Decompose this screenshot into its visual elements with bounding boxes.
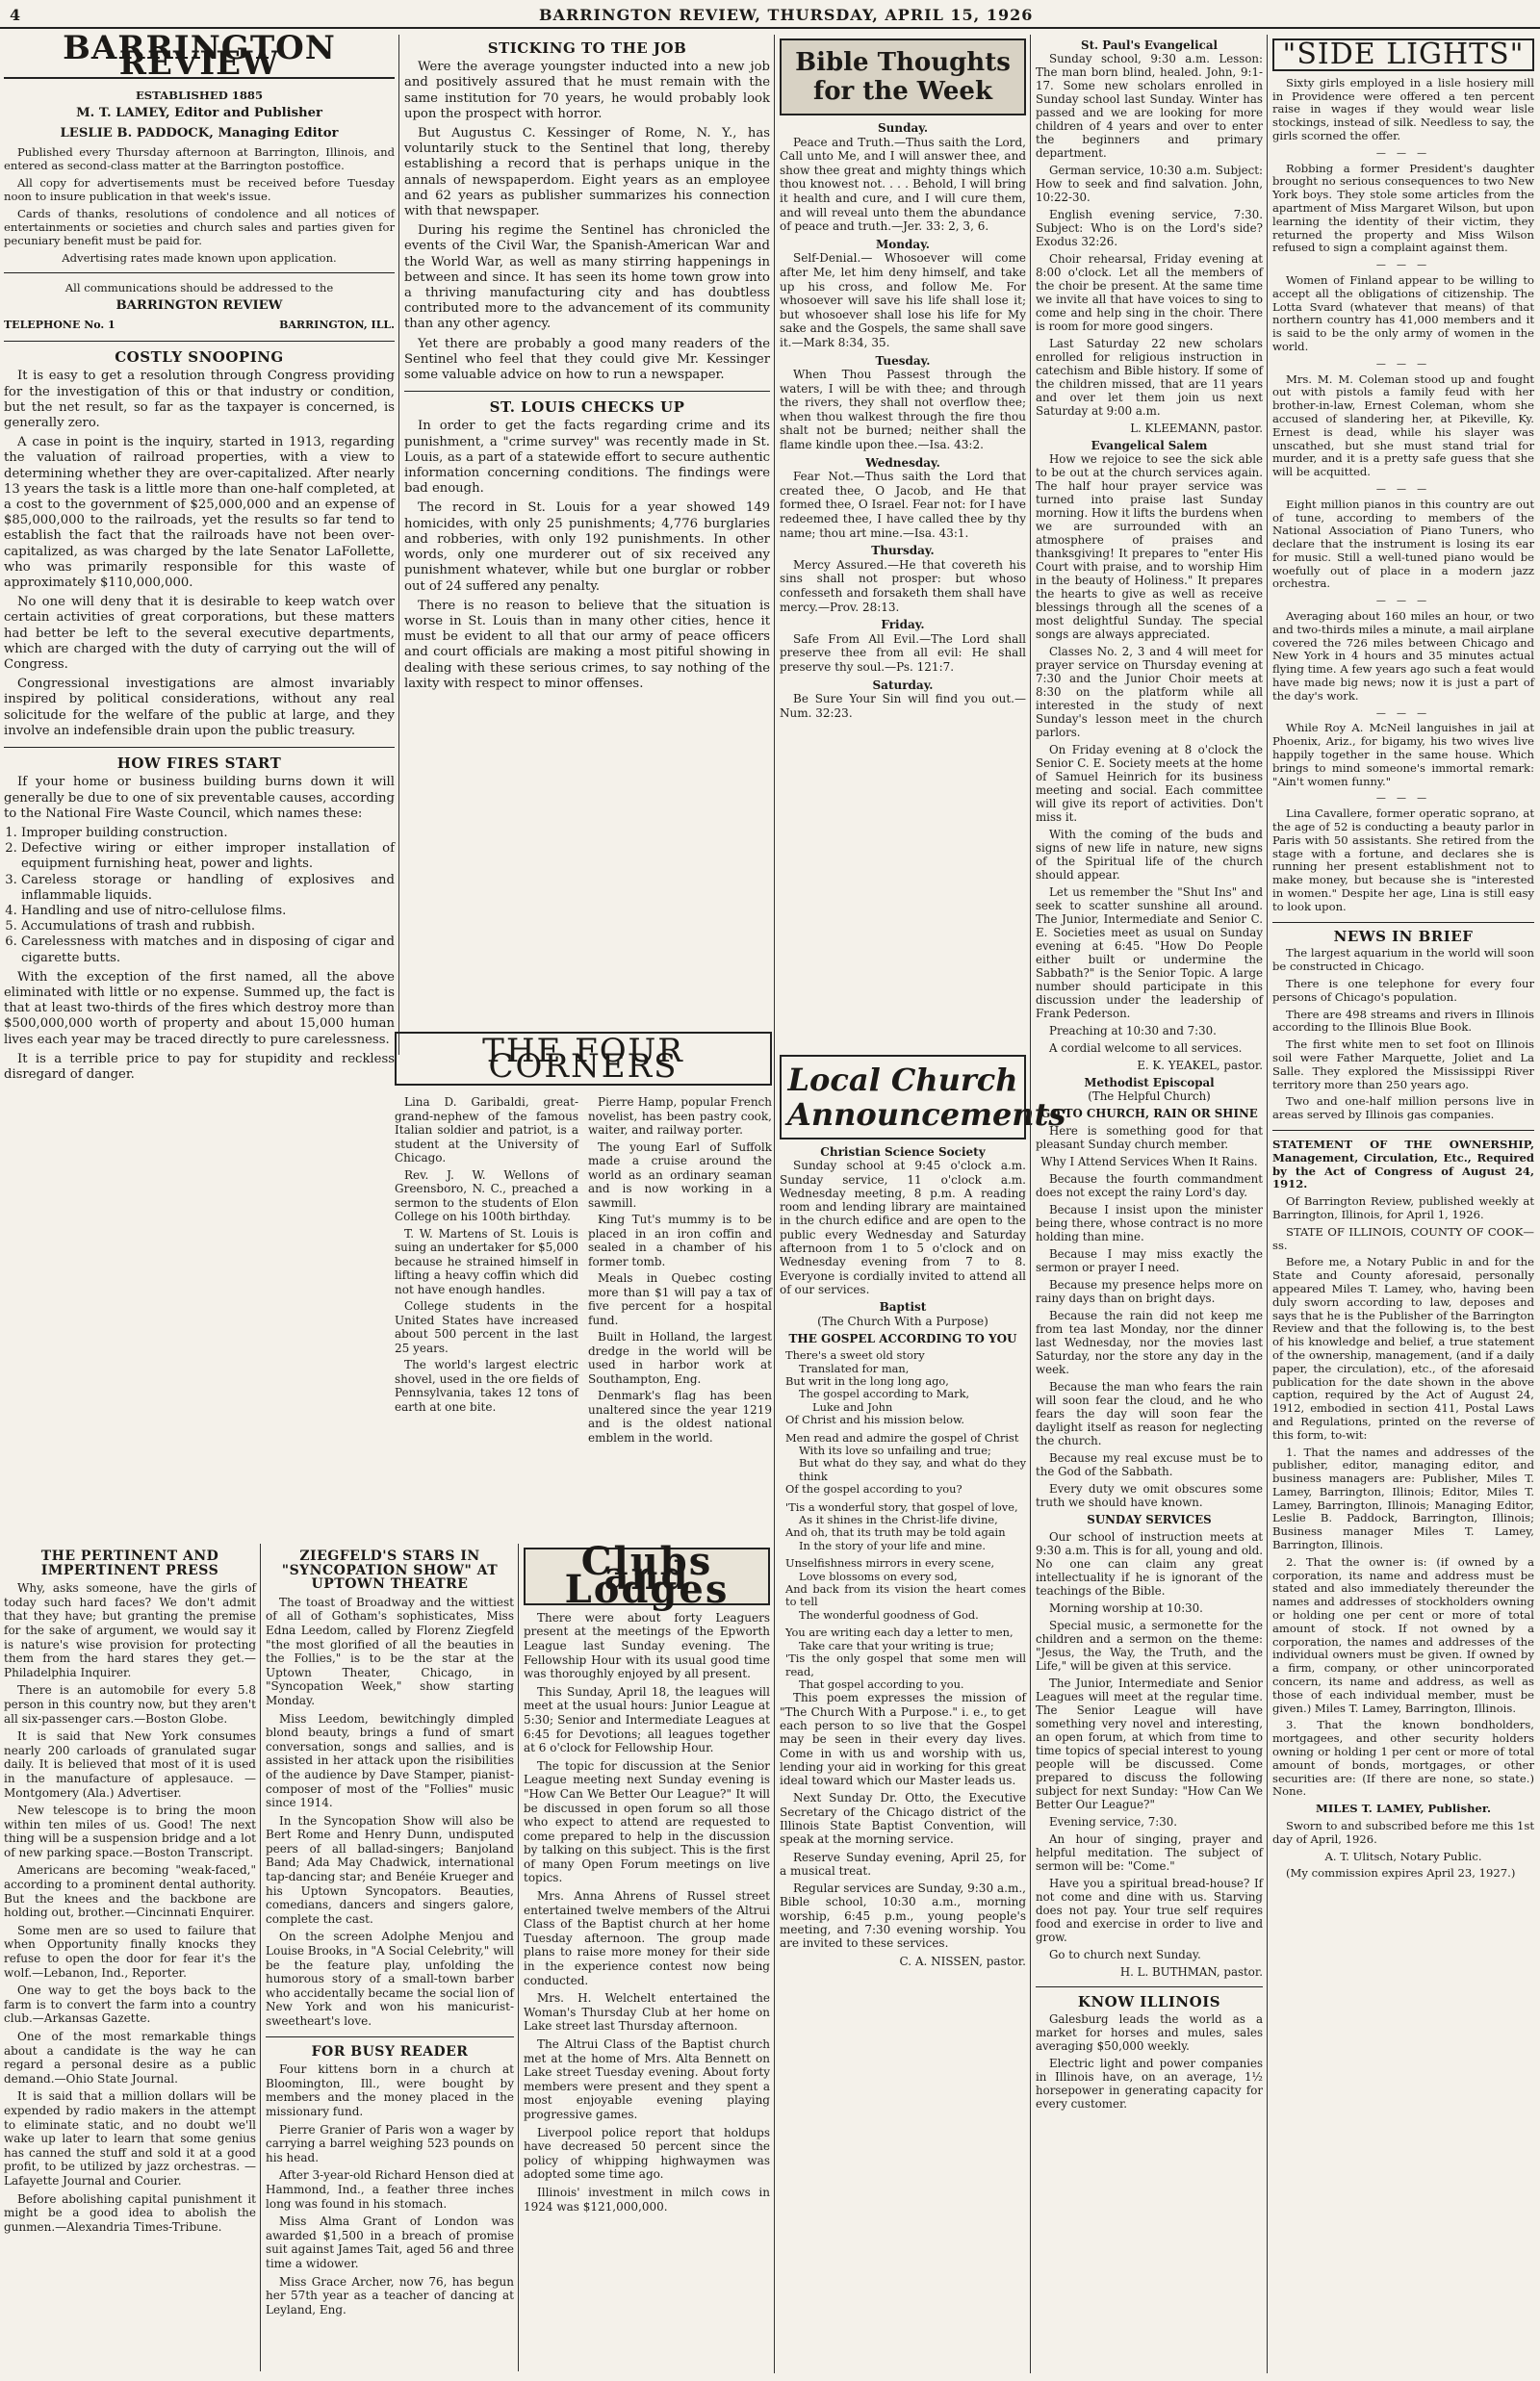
know-illinois-p: Electric light and power companies in Illinois have, on an average, 1½ horsepower in generating capacity for every customer. [1036,2057,1263,2111]
fires-outro-2: It is a terrible price to pay for stupidity and reckless disregard of danger. [4,1051,395,1082]
poem-line: And oh, that its truth may be told again [785,1525,1006,1540]
fires-title: HOW FIRES START [116,755,282,773]
column-rule [1267,35,1268,2373]
know-illinois-p: Galesburg leads the world as a market for horses and mules, sales averaging $50,000 weekly. [1036,2012,1263,2053]
salem-p: Classes No. 2, 3 and 4 will meet for prayer service on Thursday evening at 7:30 and the Junior Choir meets at 8:30 on the platform while all interested in the study of next Sunday's lesson meet in the church parlors. [1036,645,1263,739]
fires-outro-1: With the exception of the first named, all the above eliminated with little or no expense. Summed up, the fact is that at least two-thirds of the fires which destroy more than $500,000,000 worth of property and about 15,000 human lives each year may be traced directly to pure carelessness. [4,969,395,1047]
bible-day-text: When Thou Passest through the waters, I will be with thee; and through the rivers, they shall not overflow thee; when thou walkest through the fire thou shalt not be burned; neither shall the flame kindle upon thee.—Isa. 43:2. [780,368,1026,452]
bible-day-name: Tuesday. [875,353,931,368]
sidelights-p: Sixty girls employed in a lisle hosiery mill in Providence were offered a ten percent raise in wages if they would wear lisle stockings, instead of silk. Needless to say, the girls scorned the offer. [1272,75,1534,142]
baptist-para: This poem expresses the mission of "The Church With a Purpose." i. e., to get each person to so live that the Gospel may be seen in their every day lives. Come in with us and worship with us, lending your aid in working for this great ideal toward which our Master leads us. [780,1691,1026,1788]
baptist-gospel: THE GOSPEL ACCORDING TO YOU [788,1331,1017,1345]
stl-title: ST. LOUIS CHECKS UP [489,398,685,417]
methodist-p: Because my presence helps more on rainy days than on bright days. [1036,1278,1263,1305]
clubs-item: There were about forty Leaguers present at the meetings of the Epworth League last Sunday evening. The Fellowship Hour with its usual good time was thoroughly enjoyed by all present. [524,1610,770,1681]
masthead-copy: All copy for advertisements must be received before Tuesday noon to insure publication in that week's issue. [4,175,395,203]
pertinent-item: It is said that New York consumes nearly 200 carloads of granulated sugar daily. It is believed that most of it is used in the manufacture of applesauce. — Montgomery (Ala.) Advertiser. [4,1729,256,1800]
statement-expires: (My commission expires April 23, 1927.) [1286,1866,1516,1881]
salem-p: Preaching at 10:30 and 7:30. [1049,1024,1217,1037]
poem-line: Translated for man, [799,1361,910,1375]
poem-line: That gospel according to you. [799,1677,964,1691]
fires-item: 4. Handling and use of nitro-cellulose films. [21,904,395,919]
job-p2: But Augustus C. Kessinger of Rome, N. Y., has voluntarily stuck to the Sentinel that long, thereby establishing a record that is perhaps unique in the annals of newspaperdom. Eight years as an employee and 62 years as publisher summarizes his connection with that newspaper. [404,126,770,219]
local-church-column [780,1049,1066,2371]
four-corners-item: Built in Holland, the largest dredge in the world will be used in harbor work at Southampton, Eng. [588,1330,772,1386]
salem-p: On Friday evening at 8 o'clock the Senior C. E. Society meets at the home of Samuel Heinrich for its business meeting and social. Each committee will give its report of activities. Don't miss it. [1036,743,1263,824]
st-pauls-p: Sunday school, 9:30 a.m. Lesson: The man born blind, healed. John, 9:1-17. Some new scholars enrolled in Sunday school last Sunday. Winter has passed and we are looking for more children of 4 years and over to enter the beginners and primary department. [1036,52,1263,160]
bible-day [780,678,1026,721]
bible-day [780,618,1026,674]
snooping-title: COSTLY SNOOPING [115,348,284,367]
bible-thoughts-box [780,35,1026,1036]
local-church-logo: Local Church Announcements [780,1055,1026,1139]
masthead-address-note: All communications should be addressed to the [64,280,334,294]
masthead-rates: Advertising rates made known upon application. [62,250,337,265]
job-p3: During his regime the Sentinel has chronicled the events of the Civil War, the Spanish-American War and the World War, as well as many stirring happenings in between and since. It has seen its home town grow into a thriving manufacturing city and has doubtless contributed more to the advancement of its community than any other agency. [404,223,770,332]
poem-line: Luke and John [812,1399,893,1414]
ziegfeld-p2: Miss Leedom, bewitchingly dimpled blond beauty, brings a fund of smart conversation, songs and sallies, and is assisted in her attack upon the risibilities of the audience by Dave Stamper, pianist-composer of most of the "Follies" music since 1914. [266,1711,514,1810]
masthead-title: BARRINGTON REVIEW [4,40,395,79]
ziegfeld-p1: The toast of Broadway and the wittiest of all of Gotham's sophisticates, Miss Edna Leedom, called by Florenz Ziegfeld "the most glorified of all the beauties in the Follies," is to be the star at the Uptown Theater, Chicago, in "Syncopation Week," show starting Monday. [266,1595,514,1707]
baptist-para: Regular services are Sunday, 9:30 a.m., Bible school, 10:30 a.m., morning worship, 6:45 p.m., young people's meeting, and 7:30 evening worship. You are invited to these services. [780,1882,1026,1951]
four-corners-item: Rev. J. W. Wellons of Greensboro, N. C., preached a sermon to the students of Elon College on his 100th birthday. [395,1167,578,1224]
busy-reader-item: Miss Grace Archer, now 76, has begun her 57th year as a teacher of dancing at Leyland, Eng. [266,2274,514,2317]
folio-bar [0,6,1540,29]
pertinent-item: Some men are so used to failure that when Opportunity finally knocks they refuse to open the door for fear it's the wolf.—Lebanon, Ind., Reporter. [4,1923,256,1980]
clubs-item: Illinois' investment in milch cows in 1924 was $121,000,000. [524,2185,770,2214]
clubs-item: Mrs. H. Welchelt entertained the Woman's Thursday Club at her home on Lake street last Thursday afternoon. [524,1991,770,2034]
pertinent-title: THE PERTINENT AND IMPERTINENT PRESS [40,1549,219,1578]
bible-day [780,544,1026,614]
job-title: STICKING TO THE JOB [487,39,687,57]
statement-p: STATE OF ILLINOIS, COUNTY OF COOK—ss. [1272,1224,1534,1252]
bible-day [780,238,1026,350]
masthead-editor: M. T. LAMEY, Editor and Publisher [76,106,322,121]
statement-p: 2. That the owner is: (if owned by a corporation, its name and address must be stated and also immediately thereunder the names and addresses of stockholders owning or holding one per cent or more of total amount of stock. If not owned by a corporation, the names and addresses of the individual owners must be given. If owned by a firm, company, or other unincorporated concern, its name and address, as well as those of each individual member, must be given.) Miles T. Lamey, Barrington, Illinois. [1272,1554,1534,1715]
christian-science-text: Sunday school at 9:45 o'clock a.m. Sunday service, 11 o'clock a.m. Wednesday meeting, 8 p.m. A reading room and lending library are maintained in the church edifice and are open to the public every Wednesday and Saturday afternoon from 1 to 5 o'clock and on Wednesday evening from 7 to 8. Everyone is cordially invited to attend all of our services. [780,1159,1026,1296]
ziegfeld-title: ZIEGFELD'S STARS IN "SYNCOPATION SHOW" AT UPTOWN THEATRE [281,1549,499,1593]
busy-reader-item: After 3-year-old Richard Henson died at Hammond, Ind., a feather three inches long was found in his stomach. [266,2168,514,2211]
news-brief-item: The first white men to set foot on Illinois soil were Father Marquette, Joliet and La Salle. They explored the Mississippi River territory more than 250 years ago. [1272,1037,1534,1091]
pertinent-item: One way to get the boys back to the farm is to convert the farm into a country club.—Arkansas Gazette. [4,1984,256,2026]
bible-day [780,121,1026,234]
job-p4: Yet there are probably a good many readers of the Sentinel who feel that they could give Mr. Kessinger some valuable advice on how to run a newspaper. [404,336,770,383]
four-corners-item: Lina D. Garibaldi, great-grand-nephew of the famous Italian soldier and patriot, is a student at the University of Chicago. [395,1095,578,1165]
clubs-item: Liverpool police report that holdups have decreased 50 percent since the policy of whipping highwaymen was adopted some time ago. [524,2125,770,2182]
pertinent-item: It is said that a million dollars will be expended by radio makers in the attempt to eliminate static, and no doubt we'll wake up later to learn that some genius has canned the stuff and sold it at a good profit, to be utilized by jazz orchestras. —Lafayette Journal and Courier. [4,2089,256,2188]
four-corners-box [395,1026,772,1526]
statement-p: Of Barrington Review, published weekly at Barrington, Illinois, for April 1, 1926. [1272,1194,1534,1221]
statement-sign: MILES T. LAMEY, Publisher. [1315,1802,1491,1816]
bible-logo: Bible Thoughts for the Week [780,38,1026,115]
poem-line: The gospel according to Mark, [799,1387,970,1401]
baptist-poem [780,1349,1026,1691]
snooping-p3: No one will deny that it is desirable to keep watch over certain activities of great corporations, but these matters had better be left to the several executive departments, which are charged with the duty of carrying out the will of Congress. [4,595,395,673]
bible-day-name: Wednesday. [865,455,940,470]
pertinent-item: New telescope is to bring the moon within ten miles of us. Good! The next thing will be a suspension bridge and a lot of new parking space.—Boston Transcript. [4,1804,256,1859]
masthead-cards: Cards of thanks, resolutions of condolence and all notices of entertainments or societies and church sales and parties given for pecuniary benefit must be paid for. [4,206,395,247]
pertinent-item: Before abolishing capital punishment it might be a good idea to abolish the gunmen.—Alexandria Times-Tribune. [4,2191,256,2234]
sunday-services-p: Evening service, 7:30. [1049,1815,1177,1829]
salem-p: Let us remember the "Shut Ins" and seek to scatter sunshine all around. The Junior, Intermediate and Senior C. E. Societies meet as usual on Sunday evening at 6:45. "How Do People either built or undermine the Sabbath?" is the Senior Topic. A large number should participate in this discussion under the leadership of Frank Pederson. [1036,885,1263,1020]
bible-day [780,354,1026,452]
column-2 [404,35,770,1026]
methodist-p: Because the rain did not keep me from tea last Monday, nor the dinner last Wednesday, nor the movies last Saturday, nor the store any day in the week. [1036,1309,1263,1376]
pertinent-item: Americans are becoming "weak-faced," according to a prominent dental authority. But the knees and the backbone are holding out, brother.—Cincinnati Enquirer. [4,1863,256,1920]
poem-line: Men read and admire the gospel of Christ [785,1430,1019,1445]
st-pauls-sign: L. KLEEMANN, pastor. [1130,422,1263,435]
sunday-services-head: SUNDAY SERVICES [1087,1513,1212,1526]
fires-item: 1. Improper building construction. [21,826,395,841]
masthead-published: Published every Thursday afternoon at Barrington, Illinois, and entered as second-class matter at the Barrington postoffice. [4,144,395,172]
sidelights-p: Lina Cavallere, former operatic soprano, at the age of 52 is conducting a beauty parlor in Paris with 50 assistants. She retired from the stage with a fortune, and declares she is running her present establishment not to make money, but because she is "interested in women." Despite her age, Lina is still easy to look upon. [1272,806,1534,913]
column-rule [518,1544,519,2371]
know-illinois-title: KNOW ILLINOIS [1077,1993,1221,2010]
clubs-item: Mrs. Anna Ahrens of Russel street entertained twelve members of the Altrui Class of the Baptist church at her home Tuesday afternoon. The group made plans to raise more money for their side in the experience contest now being conducted. [524,1889,770,1987]
poem-line: Of Christ and his mission below. [785,1413,964,1427]
four-corners-item: Meals in Quebec costing more than $1 will pay a tax of five percent for a hospital fund. [588,1271,772,1327]
salem-title: Evangelical Salem [1091,439,1208,452]
column-1 [4,29,395,1082]
methodist-title: Methodist Episcopal [1084,1076,1215,1089]
methodist-p: Because my real excuse must be to the God of the Sabbath. [1036,1451,1263,1478]
methodist-p: Because I may miss exactly the sermon or prayer I need. [1036,1247,1263,1274]
poem-line: Take care that your writing is true; [799,1638,994,1652]
poem-line: There's a sweet old story [785,1348,925,1363]
sidelights-p: Mrs. M. M. Coleman stood up and fought out with pistols a family feud with her brother-in-law, Ernest Coleman, whom she accused of slandering her, at Pikeville, Ky. Ernest is dead, while his slayer was unscathed, but she must stand trial for murder, and it is a pretty safe guess that she will be acquitted. [1272,371,1534,479]
busy-reader-item: Miss Alma Grant of London was awarded $1,500 in a breach of promise suit against James Tait, aged 56 and three time a widower. [266,2215,514,2270]
poem-line: Love blossoms on every sod, [799,1569,958,1583]
clubs-column [524,1539,770,2371]
stl-p1: In order to get the facts regarding crime and its punishment, a "crime survey" was recently made in St. Louis, as a part of a statewide effort to secure authentic information concerning conditions. The findings were bad enough. [404,419,770,497]
poem-line: 'Tis the only gospel that some men will read, [785,1651,1026,1678]
sunday-services-p: Our school of instruction meets at 9:30 a.m. This is for all, young and old. No one can claim any great intellectuality if he is ignorant of the teachings of the Bible. [1036,1530,1263,1598]
poem-line: The wonderful goodness of God. [799,1607,979,1622]
methodist-p: Every duty we omit obscures some truth we should have known. [1036,1482,1263,1509]
fires-item: 3. Careless storage or handling of explosives and inflammable liquids. [21,873,395,904]
masthead-city: BARRINGTON, ILL. [279,319,395,332]
masthead-phone: TELEPHONE No. 1 [4,319,116,332]
poem-line: In the story of your life and mine. [799,1538,986,1552]
methodist-sub: (The Helpful Church) [1088,1089,1211,1103]
bible-day-name: Friday. [881,618,925,632]
sunday-services-p: Morning worship at 10:30. [1049,1601,1203,1615]
snooping-p2: A case in point is the inquiry, started in 1913, regarding the valuation of railroad properties, with a view to determining whether they are over-capitalized. After nearly 13 years the task is a little more than one-half completed, at a cost to the government of $25,000,000 and an expense of $85,000,000 to the railroads, yet the results so far tend to establish the fact that the railroads have not been over-capitalized, as was charged by the late Senator LaFollette, who was primarily responsible for this waste of approximately $110,000,000. [4,435,395,591]
st-pauls-title: St. Paul's Evangelical [1081,38,1218,52]
bible-day-text: Fear Not.—Thus saith the Lord that created thee, O Jacob, and He that formed thee, O Israel. Fear not: for I have redeemed thee, I have called thee by thy name; thou art mine.—Isa. 43:1. [780,470,1026,540]
statement-p: 1. That the names and addresses of the publisher, editor, managing editor, and business managers are: Publisher, Miles T. Lamey, Barrington, Illinois; Editor, Miles T. Lamey, Barrington, Illinois; Managing Editor, Leslie B. Paddock, Barrington, Illinois; Business manager Miles T. Lamey, Barrington, Illinois. [1272,1445,1534,1552]
bible-day-text: Self-Denial.— Whosoever will come after Me, let him deny himself, and take up his cross, and follow Me. For whosoever will save his life shall lose it; but whosoever shall lose his life for My sake and the Gospels, the same shall save it.—Mark 8:34, 35. [780,251,1026,349]
pertinent-press [4,1544,256,2371]
sunday-services-p: Special music, a sermonette for the children and a sermon on the theme: "Jesus, the Way, the Truth, and the Life," will be given at this service. [1036,1619,1263,1673]
sunday-services-p: The Junior, Intermediate and Senior Leagues will meet at the regular time. The Senior League will have something very novel and interesting, an open forum, at which from time to time topics of special interest to young people will be discussed. Come prepared to discuss the following subject for next Sunday: "How Can We Better Our League?" [1036,1677,1263,1811]
baptist-para: Reserve Sunday evening, April 25, for a musical treat. [780,1850,1026,1878]
stl-p2: The record in St. Louis for a year showed 149 homicides, with only 25 punishments; 4,776 burglaries and robberies, with only 192 punishments. In other words, only one murderer out of six received any punishment whatever, while but one burglar or robber out of 24 suffered any penalty. [404,500,770,594]
salem-p: How we rejoice to see the sick able to be out at the church services again. The half hour prayer service was turned into praise last Sunday morning. How it lifts the burdens when we are surrounded with an atmosphere of praises and thanksgiving! It prepares to "enter His Court with praise, and to worship Him in the beauty of Holiness." It prepares the hearts to give as well as receive blessings through all the scenes of a most delightful Sunday. The special songs are always appreciated. [1036,452,1263,641]
statement-sworn: Sworn to and subscribed before me this 1st day of April, 1926. [1272,1819,1534,1846]
bible-day-text: Be Sure Your Sin will find you out.—Num. 32:23. [780,692,1026,720]
fires-list [4,826,395,966]
fires-item: 6. Carelessness with matches and in disposing of cigar and cigarette butts. [21,934,395,965]
methodist-p: Because the fourth commandment does not except the rainy Lord's day. [1036,1172,1263,1199]
column-rule [398,35,399,1055]
pertinent-item: Why, asks someone, have the girls of today such hard faces? We don't admit that they have; but granting the premise for the sake of argument, we would say it is nature's wise provision for protecting them from the hard stares they get.—Philadelphia Inquirer. [4,1581,256,1679]
sidelights-p: Averaging about 160 miles an hour, or two and two-thirds miles a minute, a mail airplane covered the 726 miles between Chicago and New York in 4 hours and 35 minutes actual flying time. A few years ago such a feat would have made big news; now it is just a part of the day's work. [1272,609,1534,703]
news-brief-item: There is one telephone for every four persons of Chicago's population. [1272,977,1534,1004]
poem-line: But what do they say, and what do they think [799,1456,1026,1483]
sidelights-title: "SIDE LIGHTS" [1272,38,1534,71]
statement-p: 3. That the known bondholders, mortgagees, and other security holders owning or holding 1 per cent or more of total amount of bonds, mortgages, or other securities are: (If there are none, so state.) None. [1272,1718,1534,1799]
methodist-head: GO TO CHURCH, RAIN OR SHINE [1040,1107,1258,1120]
job-p1: Were the average youngster inducted into a new job and positively assured that he must remain with the same institution for 70 years, he would probably look upon the prospect with horror. [404,60,770,121]
bible-day-text: Mercy Assured.—He that covereth his sins shall not prosper: but whoso confesseth and forsaketh them shall have mercy.—Prov. 28:13. [780,557,1026,614]
column-rule [1030,35,1031,2373]
four-corners-left [395,1095,578,1447]
st-pauls-p: Last Saturday 22 new scholars enrolled for religious instruction in catechism and Bible history. If some of the children missed, that are 11 years and over let them join us next Saturday at 9:00 a.m. [1036,337,1263,418]
masthead-managing: LESLIE B. PADDOCK, Managing Editor [60,125,339,141]
sunday-services-p: An hour of singing, prayer and helpful meditation. The subject of sermon will be: "Come." [1036,1832,1263,1873]
poem-line: Of the gospel according to you? [785,1482,962,1497]
busy-reader-item: Four kittens born in a church at Bloomington, Ill., were bought by members and the money placed in the missionary fund. [266,2062,514,2118]
four-corners-item: Pierre Hamp, popular French novelist, has been pastry cook, waiter, and railway porter. [588,1095,772,1138]
salem-p: A cordial welcome to all services. [1049,1041,1243,1055]
column-6 [1036,35,1263,2371]
clubs-item: This Sunday, April 18, the leagues will meet at the usual hours: Junior League at 5:30; Senior and Intermediate Leagues at 6:45 for Devotions; all leagues together at 6 o'clock for Fellowship Hour. [524,1684,770,1755]
news-brief-item: There are 498 streams and rivers in Illinois according to the Illinois Blue Book. [1272,1007,1534,1035]
four-corners-columns [395,1095,772,1447]
sidelights-p: Robbing a former President's daughter brought no serious consequences to two New York boys. They stole some articles from the apartment of Miss Margaret Wilson, but upon learning the identity of their victim, they returned the property and Miss Wilson refused to sign a complaint against them. [1272,161,1534,255]
bible-day [780,456,1026,541]
bible-day-name: Monday. [876,237,930,251]
fires-item: 2. Defective wiring or either improper installation of equipment furnishing heat, power and lights. [21,841,395,872]
news-brief-item: The largest aquarium in the world will soon be constructed in Chicago. [1272,946,1534,974]
fires-item: 5. Accumulations of trash and rubbish. [21,919,395,934]
bible-day-text: Peace and Truth.—Thus saith the Lord, Call unto Me, and I will answer thee, and show thee great and mighty things which thou knowest not. . . . Behold, I will bring it health and cure, and I will cure them, and will reveal unto them the abundance of peace and truth.—Jer. 33: 2, 3, 6. [780,135,1026,234]
st-pauls-p: German service, 10:30 a.m. Subject: How to seek and find salvation. John, 10:22-30. [1036,164,1263,204]
methodist-p: Because I insist upon the minister being there, whose contract is no more holding than mine. [1036,1203,1263,1243]
column-rule [774,35,775,2373]
four-corners-item: College students in the United States have increased about 500 percent in the last 25 years. [395,1299,578,1355]
news-brief-title: NEWS IN BRIEF [1333,927,1474,945]
christian-science-title: Christian Science Society [820,1145,986,1159]
poem-line: Unselfishness mirrors in every scene, [785,1556,995,1571]
clubs-item: The Altrui Class of the Baptist church met at the home of Mrs. Alta Bennett on Lake street Tuesday evening. About forty members were present and they spent a most enjoyable evening playing progressive games. [524,2037,770,2121]
statement-p: Before me, a Notary Public in and for the State and County aforesaid, personally appeared Miles T. Lamey, who, having been duly sworn according to law, deposes and says that he is the Publisher of the Barrington Review and that the following is, to the best of his knowledge and belief, a true statement of the ownership, management, (and if a daily paper, the circulation), etc., of the aforesaid publication for the date shown in the above caption, required by the Act of August 24, 1912, embodied in section 411, Postal Laws and Regulations, printed on the reverse of this form, to-wit: [1272,1255,1534,1442]
st-pauls-p: Choir rehearsal, Friday evening at 8:00 o'clock. Let all the members of the choir be present. At the same time we invite all that have voices to sing to come and help sing in the choir. There is room for more good singers. [1036,252,1263,333]
baptist-sign: C. A. NISSEN, pastor. [899,1954,1026,1968]
ziegfeld-p4: On the screen Adolphe Menjou and Louise Brooks, in "A Social Celebrity," will be the feature play, unfolding the humorous story of a small-town barber who accidentally became the social lion of New York and won his manicurist-sweetheart's love. [266,1930,514,2028]
methodist-sign: H. L. BUTHMAN, pastor. [1119,1965,1263,1979]
baptist-title: Baptist [879,1300,927,1315]
fires-intro: If your home or business building burns down it will generally be due to one of six preventable causes, according to the National Fire Waste Council, which names these: [4,775,395,821]
news-brief-item: Two and one-half million persons live in areas served by Illinois gas companies. [1272,1094,1534,1122]
ziegfeld-column [266,1544,514,2371]
poem-line: With its love so unfailing and true; [799,1444,991,1457]
four-corners-title: THE FOUR CORNERS [395,1032,772,1086]
bible-day-name: Saturday. [872,678,934,692]
four-corners-item: King Tut's mummy is to be placed in an iron coffin and sealed in a chamber of his former tomb. [588,1213,772,1268]
stl-p3: There is no reason to believe that the situation is worse in St. Louis than in many other cities, hence it must be evident to all that our army of peace officers and court officials are making a most pitiful showing in dealing with these serious crimes, to say nothing of the laxity with respect to minor offenses. [404,598,770,691]
methodist-p: Because the man who fears the rain will soon fear the cloud, and he who fears the day will soon fear the daylight itself as reason for neglecting the church. [1036,1380,1263,1447]
statement-notary: A. T. Ulitsch, Notary Public. [1324,1849,1482,1863]
clubs-logo: Clubs and Lodges [524,1548,770,1605]
masthead-established: ESTABLISHED 1885 [135,89,264,103]
clubs-item: The topic for discussion at the Senior League meeting next Sunday evening is "How Can We Better Our League?" It will be discussed in open forum so all those who expect to attend are requested to come prepared to help in the discussion by talking on this subject. This is the first of many Open Forum meetings on live topics. [524,1758,770,1885]
masthead-contact-row [4,318,395,333]
busy-reader-item: Pierre Granier of Paris won a wager by carrying a barrel weighing 523 pounds on his head. [266,2122,514,2164]
busy-reader-title: FOR BUSY READER [311,2043,469,2060]
snooping-p4: Congressional investigations are almost invariably inspired by political considerations, without any real solicitude for the welfare of the public at large, and they involve an indefensible drain upon the public treasury. [4,677,395,738]
salem-p: With the coming of the buds and signs of new life in nature, new signs of the Spiritual life of the church should appear. [1036,828,1263,882]
sidelights-p: Eight million pianos in this country are out of tune, according to members of the National Association of Piano Tuners, who declare that the instrument is losing its ear for music. Still a well-tuned piano would be woefully out of place in a modern jazz orchestra. [1272,497,1534,591]
pertinent-item: There is an automobile for every 5.8 person in this country now, but they aren't all six-passenger cars.—Boston Globe. [4,1683,256,1726]
poem-line: You are writing each day a letter to men, [785,1626,1014,1640]
folio-line: BARRINGTON REVIEW, THURSDAY, APRIL 15, 1926 [539,6,1034,24]
sunday-services-p: Have you a spiritual bread-house? If not come and dine with us. Starving does not pay. Your true self requires food and exercise in order to live and grow. [1036,1877,1263,1944]
column-7: "SIDE LIGHTS" Sixty girls employed in a lisle hosiery mill in Providence were offered a ten percent raise in wages if they would wear lisle stockings, instead of silk. Needless to say, the girls scorned the offer. — — — Robbing a former President's daughter brought no serious consequences to two New York boys. They stole some articles from the apartment of Miss Margaret Wilson, but upon learning the identity of their victim, they returned the property and Miss Wilson refused to sign a complaint against them. — — — Women of Finland appear to be willing to accept all the obligations of citizenship. The Lotta Svard (whatever that means) of that northern country has 41,000 members and it is said to be the only army of women in the world. — — — Mrs. M. M. Coleman stood up and fought out with pistols a family feud with her brother-in-law, Ernest Coleman, whom she accused of slandering her, at Pikeville, Ky. Ernest is dead, while his slayer was unscathed, but she must stand trial for murder, and it is a pretty safe guess that she will be acquitted. — — — Eight million pianos in this country are out of tune, according to members of the National Association of Piano Tuners, who declare that the instrument is losing its ear for music. Still a well-tuned piano would be woefully out of place in a modern jazz orchestra. — — — Averaging about 160 miles an hour, or two and two-thirds miles a minute, a mail airplane covered the 726 miles between Chicago and New York in 4 hours and 35 minutes actual flying time. A few years ago such a feat would have made big news; now it is just a part of the day's work. — — — While Roy A. McNeil languishes in jail at Phoenix, Ariz., for bigamy, his two wives live happily together in the same house. Which brings to mind someone's immortal remark: "Ain't women funny." — — — Lina Cavallere, former operatic soprano, at the age of 52 is conducting a beauty parlor in Paris with 50 assistants. She retired from the stage with a fortune, and declares she is running her present establishment not to make money, but because she is "interested in women." Despite her age, Lina is still easy to look upon. NEWS IN BRIEF The largest aquarium in the world will soon be constructed in Chicago. There is one telephone for every four persons of Chicago's population. There are 498 streams and rivers in Illinois according to the Illinois Blue Book. The first white men to set foot on Illinois soil were Father Marquette, Joliet and La Salle. They explored the Mississippi River territory more than 250 years ago. Two and one-half million persons live in areas served by Illinois gas companies. STATEMENT OF THE OWNERSHIP, Management, Circulation, Etc., Required by the Act of Congress of August 24, 1912. Of Barrington Review, published weekly at Barrington, Illinois, for April 1, 1926. STATE OF ILLINOIS, COUNTY OF COOK—ss. Before me, a Notary Public in and for the State and County aforesaid, personally appeared Miles T. Lamey, who, having been duly sworn according to law, deposes and says that he is the Publisher of the Barrington Review and that the following is, to the best of his knowledge and belief, a true statement of the ownership, management, (and if a daily paper, the circulation), etc., of the aforesaid publication for the date shown in the above caption, required by the Act of August 24, 1912, embodied in section 411, Postal Laws and Regulations, printed on the reverse of this form, to-wit: 1. That the names and addresses of the publisher, editor, managing editor, and business managers are: Publisher, Miles T. Lamey, Barrington, Illinois; Editor, Miles T. Lamey, Barrington, Illinois; Managing Editor, Leslie B. Paddock, Barrington, Illinois; Business manager Miles T. Lamey, Barrington, Illinois. 2. That the owner is: (if owned by a corporation, its name and address must be stated and also immediately thereunder the names and addresses of stockholders owning or holding one per cent or more of total amount of stock. If not owned by a corporation, the names and addresses of the individual owners must be given. If owned by a firm, company, or other unincorporated concern, its name and address, as well as those of each individual member, must be given.) Miles T. Lamey, Barrington, Illinois. 3. That the known bondholders, mortgagees, and other security holders owning or holding 1 per cent or more of total amount of bonds, mortgages, or other securities are: (If there are none, so state.) None. MILES T. LAMEY, Publisher. Sworn to and subscribed before me this 1st day of April, 1926. A. T. Ulitsch, Notary Public. (My commission expires April 23, 1927.) [1272,38,1534,1881]
sidelights-p: While Roy A. McNeil languishes in jail at Phoenix, Ariz., for bigamy, his two wives live happily together in the same house. Which brings to mind someone's immortal remark: "Ain't women funny." [1272,721,1534,788]
four-corners-item: T. W. Martens of St. Louis is suing an undertaker for $5,000 because he strained himself in lifting a heavy coffin which did not have enough handles. [395,1226,578,1296]
ziegfeld-p3: In the Syncopation Show will also be Bert Rome and Henry Dunn, undisputed peers of all ballad-singers; Banjoland Band; Ada May Chadwick, international tap-dancing star; and Benéie Krueger and his Uptown Syncopators. Beauties, comedians, dancers and singers galore, complete the cast. [266,1813,514,1926]
page-number: 4 [10,6,22,24]
bible-day-name: Thursday. [871,544,935,558]
salem-sign: E. K. YEAKEL, pastor. [1137,1059,1263,1072]
methodist-p: Why I Attend Services When It Rains. [1040,1155,1258,1168]
snooping-p1: It is easy to get a resolution through Congress providing for the investigation of this or that industry or condition, but the net result, so far as the taxpayer is concerned, is generally zero. [4,369,395,431]
poem-line: 'Tis a wonderful story, that gospel of love, [785,1499,1018,1514]
baptist-para: Next Sunday Dr. Otto, the Executive Secretary of the Chicago district of the Illinois State Baptist Convention, will speak at the morning service. [780,1791,1026,1847]
four-corners-right [588,1095,772,1447]
sunday-services-p: Go to church next Sunday. [1049,1948,1201,1961]
sidelights-p: Women of Finland appear to be willing to accept all the obligations of citizenship. The Lotta Svard (whatever that means) of that northern country has 41,000 members and it is said to be the only army of women in the world. [1272,272,1534,353]
baptist-sub: (The Church With a Purpose) [817,1314,988,1328]
bible-day-name: Sunday. [877,121,929,135]
bible-day-text: Safe From All Evil.—The Lord shall preserve thee from all evil: He shall preserve thy soul.—Ps. 121:7. [780,631,1026,674]
masthead-address-name: BARRINGTON REVIEW [116,297,283,313]
poem-line: And back from its vision the heart comes to tell [785,1582,1026,1609]
methodist-p: Here is something good for that pleasant Sunday church member. [1036,1124,1263,1151]
four-corners-item: The world's largest electric shovel, used in the ore fields of Pennsylvania, takes 12 tons of earth at one bite. [395,1358,578,1414]
four-corners-item: The young Earl of Suffolk made a cruise around the world as an ordinary seaman and is now working in a sawmill. [588,1139,772,1210]
statement-title: STATEMENT OF THE OWNERSHIP, Management, Circulation, Etc., Required by the Act of Congress of August 24, 1912. [1272,1137,1534,1191]
poem-line: But writ in the long long ago, [785,1373,949,1388]
poem-line: As it shines in the Christ-life divine, [799,1513,998,1527]
st-pauls-p: English evening service, 7:30. Subject: Who is on the Lord's side? Exodus 32:26. [1036,208,1263,248]
four-corners-item: Denmark's flag has been unaltered since the year 1219 and is the oldest national emblem in the world. [588,1389,772,1445]
pertinent-item: One of the most remarkable things about a candidate is the way he can regard a personal desire as a public demand.—Ohio State Journal. [4,2030,256,2086]
column-rule [260,1544,261,2371]
